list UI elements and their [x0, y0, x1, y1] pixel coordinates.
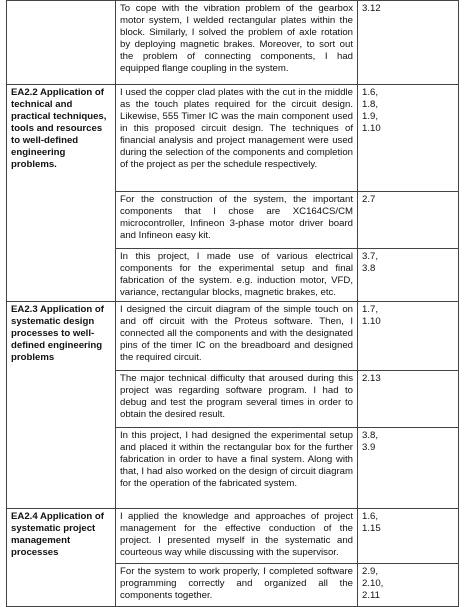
section-cell: EA2.4 Application of systematic project management processes — [7, 509, 116, 607]
description-cell: For the construction of the system, the important components that I chose are XC164CS/CM microcontroller, Infineon 3-phase motor driver board and Infineon easy kit. — [116, 192, 358, 249]
reference-cell: 1.6, 1.8, 1.9, 1.10 — [358, 85, 459, 192]
description-cell: I applied the knowledge and approaches of project management for the effective conduction of the project. I presented myself in the systematic and courteous way while discussing with the supervisor. — [116, 509, 358, 564]
description-cell: In this project, I made use of various electrical components for the experimental setup and final fabrication of the system. e.g. induction motor, VFD, variance, rectangular blocks, magnetic brakes, etc. — [116, 249, 358, 302]
reference-cell: 3.12 — [358, 1, 459, 85]
section-cell — [7, 1, 116, 85]
description-cell: In this project, I had designed the experimental setup and placed it within the rectangular box for the further fabrication in order to have a final system. Along with that, I had also worked on the design of circuit diagram for the operation of the fabricated system. — [116, 428, 358, 509]
reference-cell: 2.13 — [358, 371, 459, 428]
table-row — [7, 85, 459, 192]
description-cell: The major technical difficulty that aroused during this project was regarding software program. I had to debug and test the program several times in order to obtain the desired result. — [116, 371, 358, 428]
description-cell: I designed the circuit diagram of the simple touch on and off circuit with the Proteus software. Then, I connected all the components and with the designated pins of the timer IC on the breadboard and designed the required circuit. — [116, 302, 358, 371]
description-cell: To cope with the vibration problem of the gearbox motor system, I welded rectangular plates within the block. Similarly, I solved the problem of axle rotation by deploying magnetic brakes. Moreover, to sort out the problem of connecting components, I had equipped flange coupling in the system. — [116, 1, 358, 85]
section-cell: EA2.2 Application of technical and practical techniques, tools and resources to well-defined engineering problems. — [7, 85, 116, 302]
table-row — [7, 509, 459, 564]
table-row — [7, 1, 459, 85]
reference-cell: 3.7, 3.8 — [358, 249, 459, 302]
competency-table — [6, 0, 459, 607]
reference-cell: 2.9, 2.10, 2.11 — [358, 564, 459, 607]
reference-cell: 3.8, 3.9 — [358, 428, 459, 509]
table-row — [7, 302, 459, 371]
description-cell: For the system to work properly, I completed software programming correctly and organized all the components together. — [116, 564, 358, 607]
section-cell: EA2.3 Application of systematic design processes to well-defined engineering problems — [7, 302, 116, 509]
reference-cell: 1.6, 1.15 — [358, 509, 459, 564]
reference-cell: 1.7, 1.10 — [358, 302, 459, 371]
reference-cell: 2.7 — [358, 192, 459, 249]
description-cell: I used the copper clad plates with the cut in the middle as the touch plates required for the circuit design. Likewise, 555 Timer IC was the main component used in this proposed circuit design. The techniques of financial analysis and project management were used during the selection of the components and completion of the project as per the schedule respectively. — [116, 85, 358, 192]
